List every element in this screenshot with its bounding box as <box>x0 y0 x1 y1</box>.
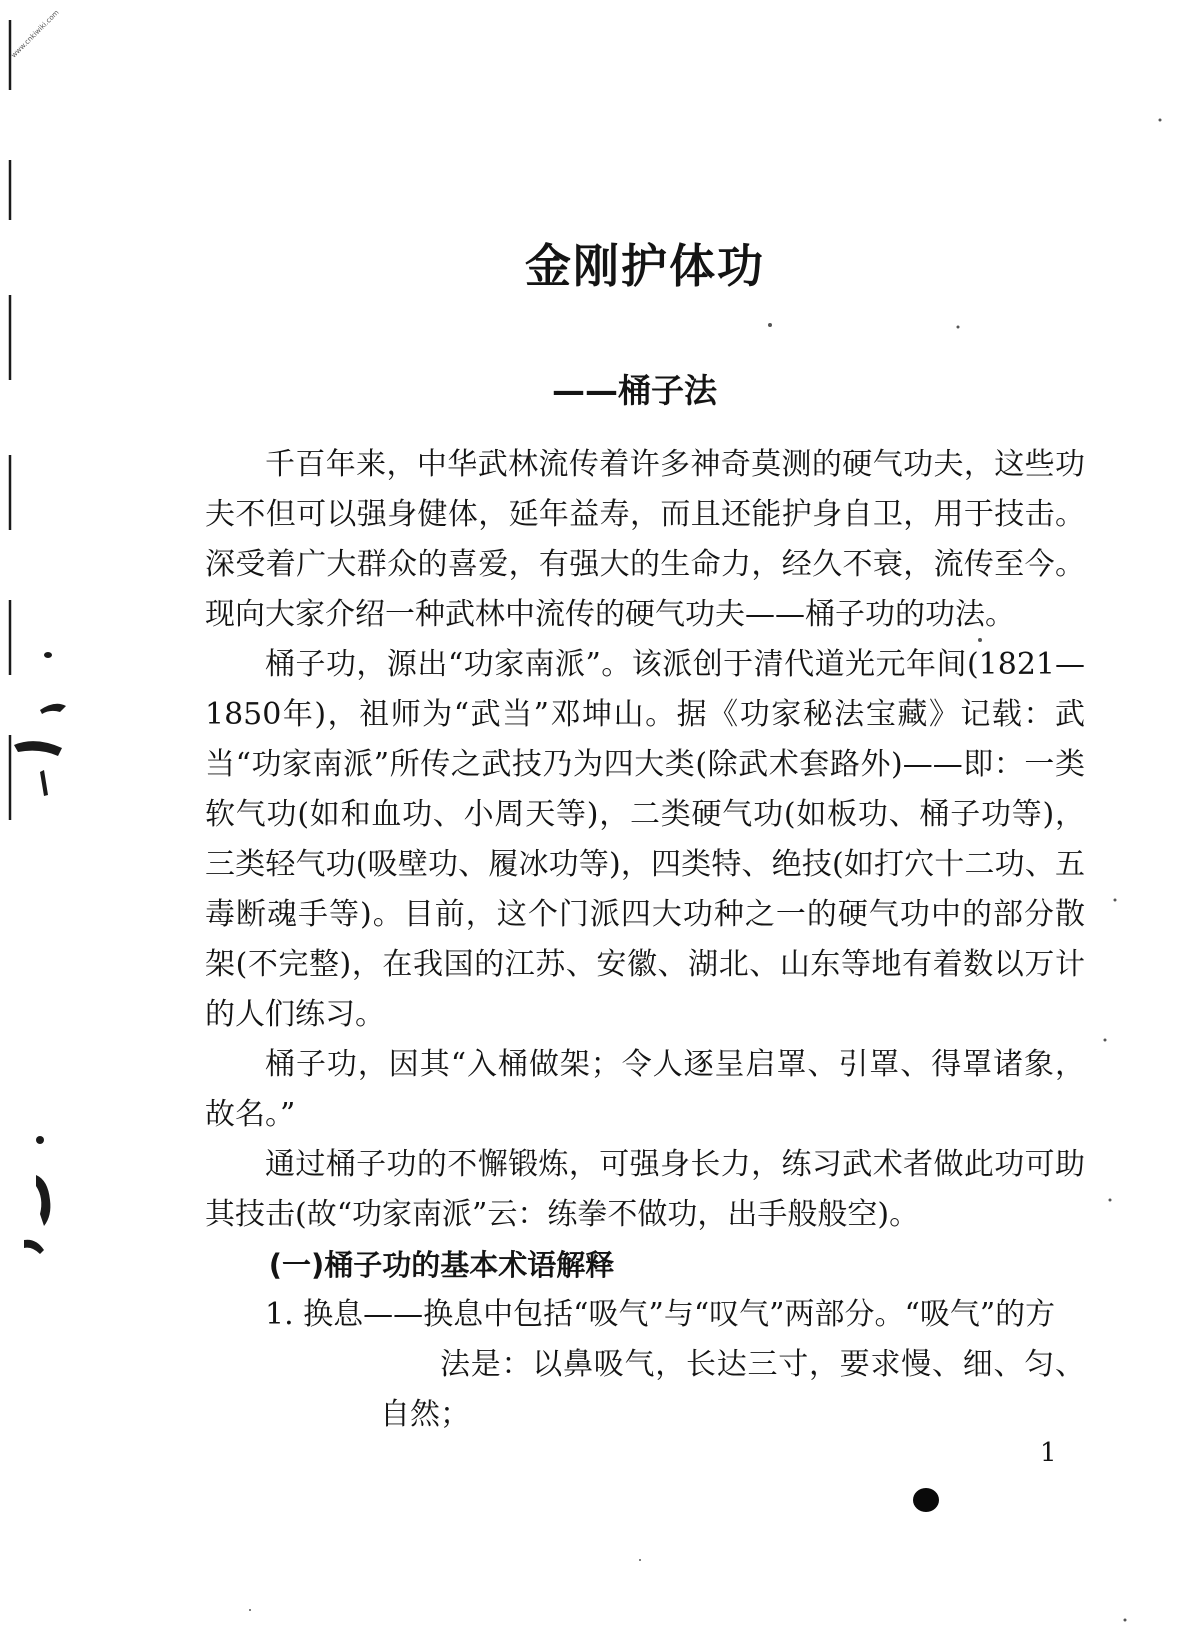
page-title: 金刚护体功 <box>525 239 765 293</box>
paragraph-origin: 桶子功，源出“功家南派”。该派创于清代道光元年间(1821—1850年)，祖师为“武当”邓坤山。据《功家秘法宝藏》记载：武当“功家南派”所传之武技乃为四大类(除武术套路外)——即：一类软气功(如和血功、小周天等)，二类硬气功(如板功、桶子功等)，三类轻气功(吸壁功、履冰功等)，四类特、绝技(如打穴十二功、五毒断魂手等)。目前，这个门派四大功种之一的硬气功中的部分散架(不完整)，在我国的江苏、安徽、湖北、山东等地有着数以万计的人们练习。 <box>205 647 1085 1032</box>
ink-blot <box>913 1488 939 1512</box>
page-number: 1 <box>1040 1438 1057 1468</box>
watermark-text: www.cnkiwiki.com <box>9 8 61 60</box>
paragraph-naming: 桶子功，因其“入桶做架；令人逐呈启罩、引罩、得罩诸象，故名。” <box>205 1047 1085 1132</box>
body-text <box>205 440 1085 1440</box>
left-smudges <box>14 652 66 1254</box>
watermark-stamp <box>10 8 61 59</box>
term-continuation: 法是：以鼻吸气，长达三寸，要求慢、细、匀、自然； <box>380 1347 1085 1432</box>
paragraph-intro: 千百年来，中华武林流传着许多神奇莫测的硬气功夫，这些功夫不但可以强身健体，延年益寿，而且还能护身自卫，用于技击。深受着广大群众的喜爱，有强大的生命力，经久不衰，流传至今。现向大家介绍一种武林中流传的硬气功夫——桶子功的功法。 <box>205 447 1085 632</box>
section-heading: (一)桶子功的基本术语解释 <box>268 1248 615 1282</box>
term-heading: 1. 换息——换息中包括“吸气”与“叹气”两部分。“吸气”的方 <box>265 1297 1056 1332</box>
page-subtitle: ——桶子法 <box>552 371 717 410</box>
paragraph-benefits: 通过桶子功的不懈锻炼，可强身长力，练习武术者做此功可助其技击(故“功家南派”云：练拳不做功，出手般般空)。 <box>205 1147 1085 1232</box>
term-item <box>205 1290 1085 1440</box>
